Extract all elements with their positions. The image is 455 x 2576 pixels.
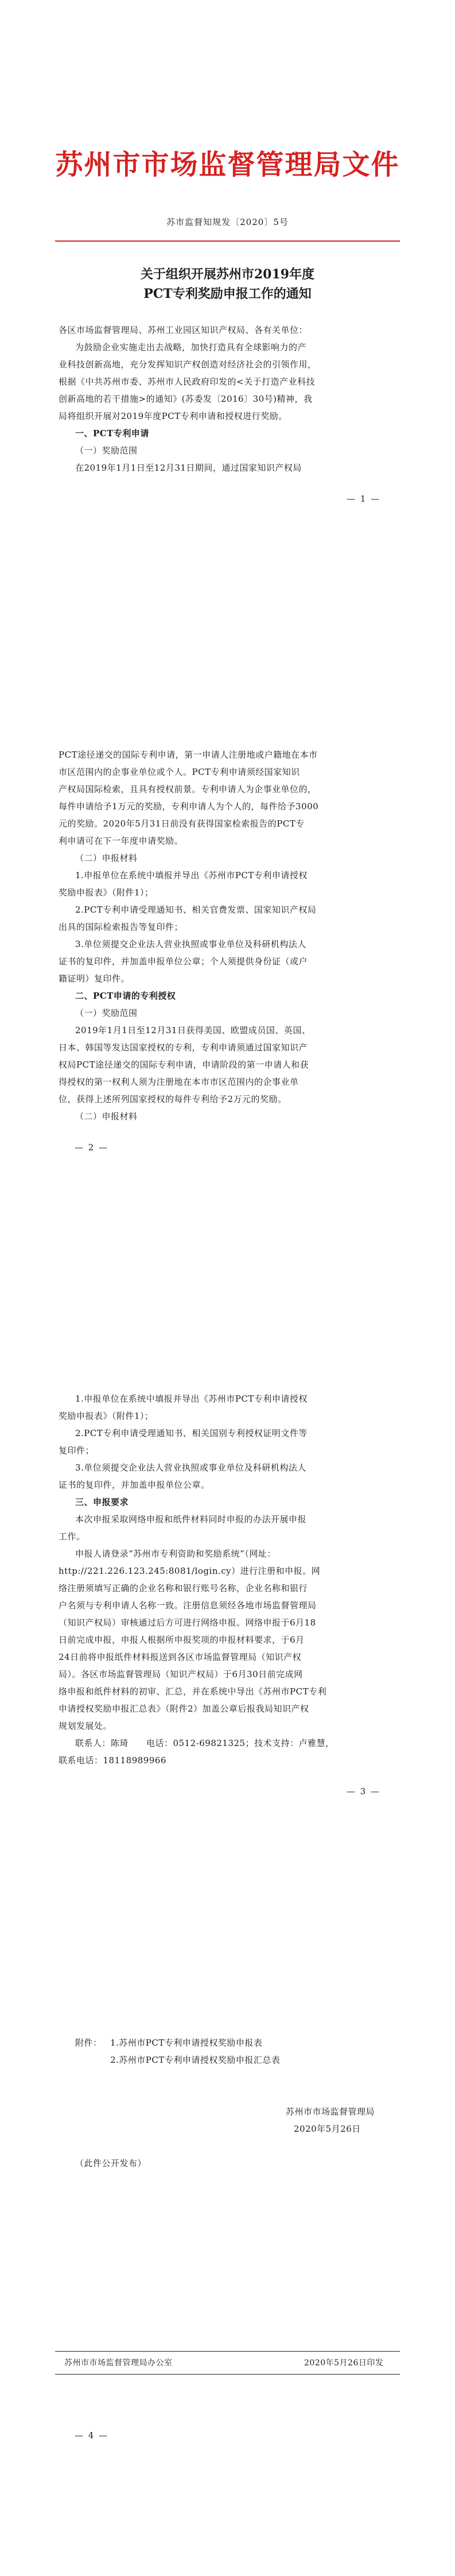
paragraph-line: 日前完成申报，申报人根据所申报奖项的申报材料要求，于6月 (59, 1635, 305, 1645)
paragraph-line: 为鼓励企业实施走出去战略，加快打造具有全球影响力的产 (75, 342, 307, 352)
page-number: — 2 — (75, 1142, 109, 1153)
paragraph-line: 日本、韩国等发达国家授权的专利，专利申请须通过国家知识产 (59, 1042, 308, 1053)
paragraph-line: 络申报和纸件材料的初审、汇总，并在系统中导出《苏州市PCT专利 (59, 1686, 327, 1697)
section-heading: 二、PCT申请的专利授权 (75, 991, 176, 1001)
page-3 (0, 1288, 455, 1932)
addressee: 各区市场监督管理局、苏州工业园区知识产权局、各有关单位： (59, 325, 308, 335)
page-number: — 1 — (347, 494, 381, 504)
paragraph-line: 户名须与专利申请人名称一致。注册信息须经各地市场监督管理局 (59, 1600, 317, 1611)
paragraph-line: 籍证明）复印件。 (59, 973, 130, 984)
page-number: — 3 — (347, 1786, 381, 1797)
page-1 (0, 0, 455, 644)
paragraph-line: 每件申请给予1万元的奖励，专利申请人为个人的，每件给予3000 (59, 801, 319, 812)
subsection-heading: （一）奖励范围 (75, 1008, 138, 1018)
paragraph-line: 1.申报单位在系统中填报并导出《苏州市PCT专利申请授权 (75, 1394, 308, 1404)
attachment-item: 1.苏州市PCT专利申请授权奖励申报表 (110, 2038, 263, 2048)
paragraph-line: 证书的复印件，并加盖申报单位公章；个人须提供身份证（或户 (59, 956, 308, 967)
red-divider (55, 240, 400, 242)
paragraph-line: 1.申报单位在系统中填报并导出《苏州市PCT专利申请授权 (75, 870, 308, 880)
issuer: 苏州市市场监督管理局 (286, 2106, 375, 2117)
subsection-heading: （二）申报材料 (75, 1111, 138, 1122)
footer-bottom-rule (55, 2374, 400, 2375)
paragraph-line: 本次申报采取网络申报和纸件材料同时申报的办法开展申报 (75, 1514, 307, 1524)
paragraph-line: 2.PCT专利申请受理通知书、相关国别专利授权证明文件等 (75, 1428, 308, 1438)
section-heading: 一、PCT专利申请 (75, 428, 149, 439)
attachments-label: 附件： (75, 2038, 102, 2048)
paragraph-line: 证书的复印件，并加盖申报单位公章。 (59, 1480, 210, 1490)
document-header-title: 苏州市市场监督管理局文件 (55, 149, 400, 181)
paragraph-line: 申报人请登录“苏州市专利资助和奖励系统”（网址： (75, 1549, 276, 1559)
document-number: 苏市监督知规发〔2020〕5号 (166, 217, 289, 227)
paragraph-line: 3.单位须提交企业法人营业执照或事业单位及科研机构法人 (75, 939, 306, 949)
paragraph-line: 申请授权奖励申报汇总表》（附件2）加盖公章后报我局知识产权 (59, 1704, 309, 1714)
contact-line: 联系人：陈琦 电话：0512-69821325；技术支持：卢雅慧， (75, 1738, 335, 1748)
page-4 (0, 1932, 455, 2576)
paragraph-line: 权局PCT途径递交的国际专利申请，申请阶段的第一申请人和获 (59, 1060, 309, 1070)
paragraph-line: http://221.226.123.245:8081/login.cy）进行注册和申报。网 (59, 1566, 321, 1576)
paragraph-line: PCT途径递交的国际专利申请，第一申请人注册地或户籍地在本市 (59, 750, 318, 760)
paragraph-line: 位，获得上述所列国家授权的每件专利给予2万元的奖励。 (59, 1094, 287, 1104)
paragraph-line: 24日前将申报纸件材料报送到各区市场监督管理局（知识产权 (59, 1652, 302, 1662)
subsection-heading: （二）申报材料 (75, 853, 138, 863)
paragraph-line: 利申请可在下一年度申请奖励。 (59, 836, 184, 846)
subsection-heading: （一）奖励范围 (75, 445, 138, 456)
paragraph-line: 创新高地的若干措施>的通知》(苏委发〔2016〕30号)精神，我 (59, 394, 313, 404)
paragraph-line: 局）。各区市场监督管理局（知识产权局）于6月30日前完成网 (59, 1669, 303, 1679)
paragraph-line: 规划发展处。 (59, 1721, 112, 1731)
paragraph-line: 产权局国际检索，且具有授权前景。专利申请人为企事业单位的， (59, 784, 317, 794)
footer-top-rule (55, 2351, 400, 2352)
paragraph-line: 2.PCT专利申请受理通知书、相关官费发票、国家知识产权局 (75, 905, 317, 915)
paragraph-line: 奖励申报表》（附件1）； (59, 887, 154, 898)
document-title-line-1: 关于组织开展苏州市2019年度 (140, 267, 315, 282)
contact-line: 联系电话：18118989966 (59, 1755, 166, 1766)
paragraph-line: 在2019年1月1日至12月31日期间，通过国家知识产权局 (75, 463, 302, 473)
paragraph-line: 元的奖励。2020年5月31日前没有获得国家检索报告的PCT专 (59, 818, 305, 829)
paragraph-line: 局将组织开展对2019年度PCT专利申请和授权进行奖励。 (59, 411, 287, 421)
paragraph-line: 3.单位须提交企业法人营业执照或事业单位及科研机构法人 (75, 1462, 306, 1473)
paragraph-line: 奖励申报表》（附件1）； (59, 1411, 154, 1421)
paragraph-line: 2019年1月1日至12月31日获得美国、欧盟成员国、英国、 (75, 1025, 311, 1035)
attachment-item: 2.苏州市PCT专利申请授权奖励申报汇总表 (110, 2055, 281, 2065)
paragraph-line: 得授权的第一权利人须为注册地在本市市区范围内的企事业单 (59, 1077, 299, 1087)
paragraph-line: 复印件； (59, 1445, 95, 1456)
public-note: （此件公开发布） (75, 2158, 147, 2168)
footer-date: 2020年5月26日印发 (304, 2358, 384, 2368)
footer-office: 苏州市市场监督管理局办公室 (64, 2358, 173, 2368)
issue-date: 2020年5月26日 (294, 2124, 361, 2134)
section-heading: 三、申报要求 (75, 1497, 129, 1507)
paragraph-line: 工作。 (59, 1531, 85, 1542)
document-title-line-2: PCT专利奖励申报工作的通知 (143, 286, 312, 301)
paragraph-line: 业科技创新高地，充分发挥知识产权创造对经济社会的引领作用， (59, 359, 317, 370)
page-number: — 4 — (75, 2430, 109, 2441)
paragraph-line: 络注册须填写正确的企业名称和银行账号名称，企业名称和银行 (59, 1583, 308, 1593)
paragraph-line: （知识产权局）审核通过后方可进行网络申报。网络申报于6月18 (59, 1617, 316, 1628)
paragraph-line: 出具的国际检索报告等复印件； (59, 922, 184, 932)
paragraph-line: 市区范围内的企事业单位或个人。PCT专利申请须经国家知识 (59, 767, 300, 777)
paragraph-line: 根据《中共苏州市委、苏州市人民政府印发的<关于打造产业科技 (59, 377, 316, 387)
page-2 (0, 644, 455, 1288)
